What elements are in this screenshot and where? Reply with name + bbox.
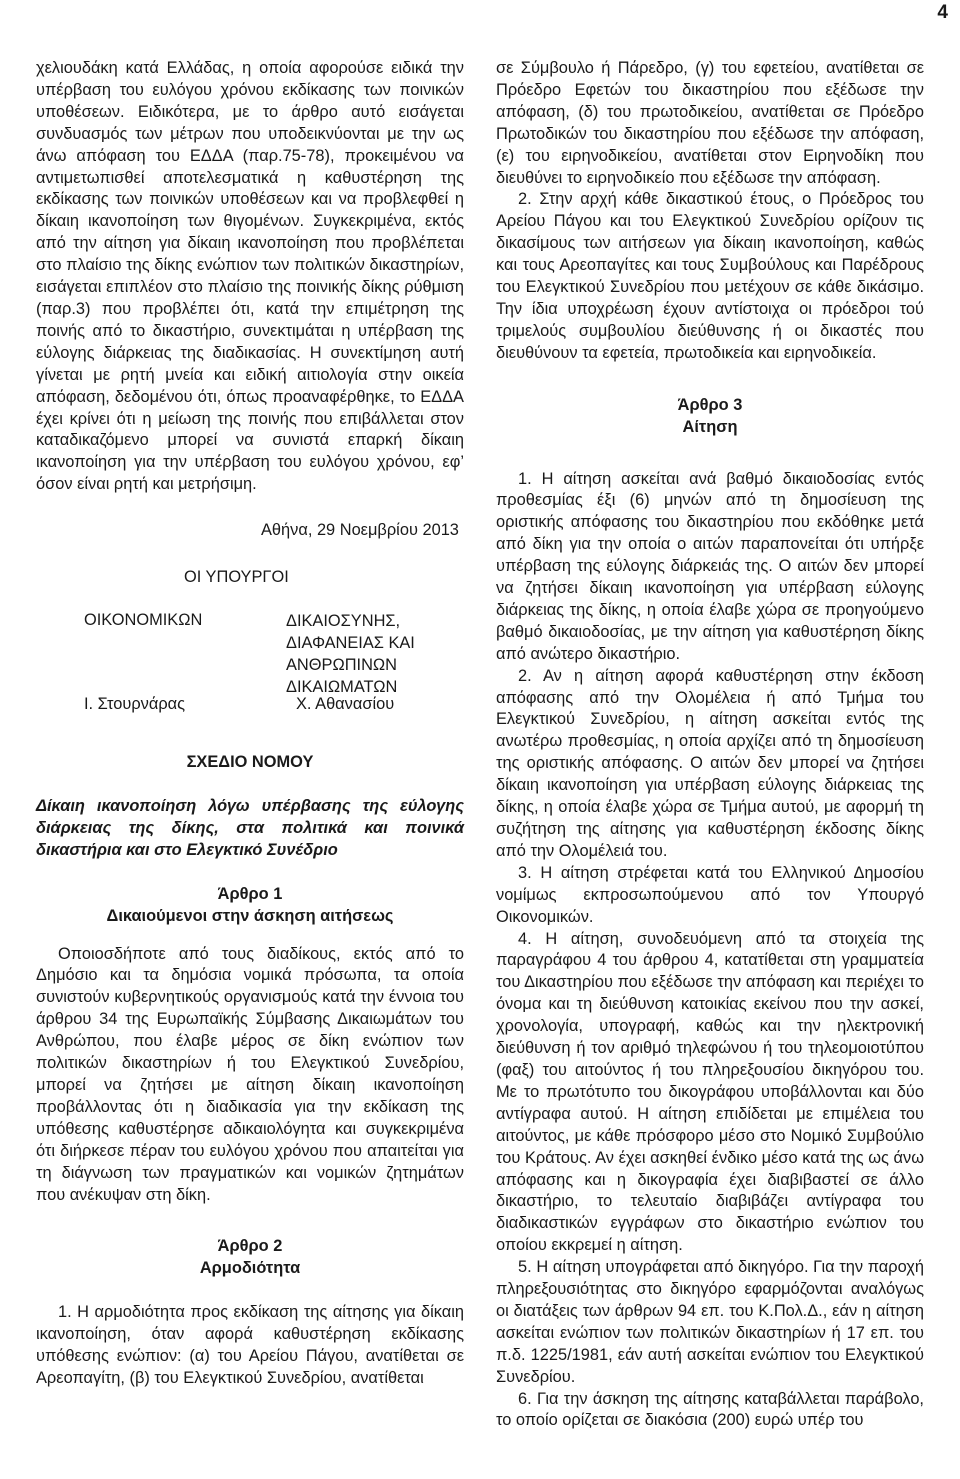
right-column	[496, 58, 924, 1432]
left-column	[36, 58, 464, 1390]
article-3-paragraph-2: 2. Αν η αίτηση αφορά καθυστέρηση στην έκδοση απόφασης από την Ολομέλεια ή από Τμήμα του Ελεγκτικού Συνεδρίου, η αίτηση ασκείται εντός της ανωτέρω προθεσμίας, η οποία αρχίζει από τη δημοσίευση της οριστικής απόφασης. Ο αιτών δεν μπορεί να ζητήσει δίκαιη ικανοποίηση για υπέρβαση εύλογης διάρκειας της δίκης, η οποία έλαβε χώρα σε Τμήμα αυτού, με αφορμή τη συζήτηση της αίτησης για καθυστέρηση έκδοσης δίκης από την Ολομέλειά του.	[496, 666, 924, 860]
minister-finance-name: Ι. Στουρνάρας	[84, 695, 186, 714]
article-1-text: Οποιοσδήποτε από τους διαδίκους, εκτός από το Δημόσιο και τα δημόσια νομικά πρόσωπα, τα οποία συνιστούν κυβερνητικούς οργανισμούς κατά την έννοια του άρθρου 34 της Ευρωπαϊκής Σύμβασης Δικαιωμάτων του Ανθρώπου, που έλαβε μέρος σε δίκη ενώπιον των πολιτικών δικαστηρίων ή του Ελεγκτικού Συνεδρίου, μπορεί να ζητήσει με αίτηση δίκαιη ικανοποίηση προβάλλοντας ότι η διαδικασία για την εκδίκαση της υπόθεσης καθυστέρησε αδικαιολόγητα και συγκεκριμένα ότι διήρκεσε πέραν του ευλόγου χρόνου που απαιτείται για τη διάγνωση των πραγματικών και νομικών ζητημάτων που ανέκυψαν στη δίκη.	[36, 944, 464, 1204]
ministry-justice-title	[286, 610, 415, 698]
signature-date: Αθήνα, 29 Νοεμβρίου 2013	[261, 521, 459, 540]
article-2-title: Αρμοδιότητα	[199, 1259, 301, 1278]
explanatory-continuation: χελιουδάκη κατά Ελλάδας, η οποία αφορούσε ειδικά την υπέρβαση του ευλόγου χρόνου εκδίκασης των ποινικών υποθέσεων. Ειδικότερα, με το άρθρο αυτό εισάγεται συνδυασμός των μέτρων που υποδεικνύονται με την ως άνω απόφαση του ΕΔΔΑ (παρ.75-78), προκειμένου να αντιμετωπισθεί αποτελεσματικά η καθυστέρηση της εκδίκασης των ποινικών υποθέσεων και να προβλεφθεί η δίκαιη ικανοποίηση των θιγομένων. Συγκεκριμένα, εκτός από την αίτηση για δίκαιη ικανοποίηση που προβλέπεται στο πλαίσιο της δίκης ενώπιον των πολιτικών δικαστηρίων, εισάγεται επιπλέον στο πλαίσιο της ποινικής δίκης ρύθμιση (παρ.3) που προβλέπει ότι, κατά την επιμέτρηση της ποινής από το δικαστήριο, συνεκτιμάται η υπέρβαση της εύλογης διάρκειας της διαδικασίας. Η συνεκτίμηση αυτή γίνεται με ρητή μνεία και ειδική αιτιολογία στην οικεία απόφαση, δεδομένου ότι, όπως προαναφέρθηκε, το ΕΔΔΑ έχει κρίνει ότι η μείωση της ποινής που επιβάλλεται στον καταδικαζόμενο μπορεί να συνιστά επαρκή δίκαιη ικανοποίηση για την υπέρβαση του ευλόγου χρόνου, εφ’ όσον είναι ρητή και μετρήσιμη.	[36, 59, 464, 494]
ministry-justice-line-2: ΔΙΑΦΑΝΕΙΑΣ ΚΑΙ	[286, 634, 415, 653]
law-title: Δίκαιη ικανοποίηση λόγω υπέρβασης της εύλογης διάρκειας της δίκης, στα πολιτικά και ποινικά δικαστήρια και στο Ελεγκτικό Συνέδριο	[36, 797, 464, 859]
article-3-paragraph-4: 4. Η αίτηση, συνοδευόμενη από τα στοιχεία της παραγράφου 4 του άρθρου 4, κατατίθεται στη γραμματεία του Δικαστηρίου που εξέδωσε την απόφαση και περιέχει το όνομα και τη διεύθυνση κατοικίας εκείνου που την ασκεί, χρονολογία, υπογραφή, καθώς και την ηλεκτρονική διεύθυνση ή τον αριθμό τηλεφώνου ή του τηλεομοιοτύπου (φαξ) του αιτούντος ή του πληρεξουσίου δικηγόρου του. Με το πρωτότυπο του δικογράφου υποβάλλονται και δύο αντίγραφα αυτού. Η αίτηση επιδίδεται με επιμέλεια του αιτούντος, με κάθε πρόσφορο μέσο στο Νομικό Συμβούλιο του Κράτους. Αν έχει ασκηθεί ένδικο μέσο κατά της ως άνω απόφασης και η δικογραφία έχει διαβιβαστεί σε άλλο δικαστήριο, το τελευταίο διαβιβάζει αντίγραφα του διαδικαστικών εγγράφων στο δικαστήριο ενώπιον του οποίου εκκρεμεί η αίτηση.	[496, 929, 924, 1255]
draft-law-heading: ΣΧΕΔΙΟ ΝΟΜΟΥ	[186, 753, 314, 772]
ministry-justice-line-4: ΔΙΚΑΙΩΜΑΤΩΝ	[286, 678, 398, 697]
article-2-continuation: σε Σύμβουλο ή Πάρεδρο, (γ) του εφετείου, ανατίθεται σε Πρόεδρο Εφετών του δικαστηρίου που εξέδωσε την απόφαση, (δ) του πρωτοδικείου, ανατίθεται σε Πρόεδρο Πρωτοδικών του δικαστηρίου που εξέδωσε την απόφαση, (ε) του ειρηνοδικείου, ανατίθεται στον Ειρηνοδίκη που διευθύνει το ειρηνοδικείο που εξέδωσε την απόφαση.	[496, 59, 924, 187]
article-2-paragraph-2: 2. Στην αρχή κάθε δικαστικού έτους, ο Πρόεδρος του Αρείου Πάγου και του Ελεγκτικού Συνεδρίου ορίζουν τις δικασίμους των αιτήσεων για δίκαιη ικανοποίηση, καθώς και τους Αρεοπαγίτες και τους Συμβούλους και Παρέδρους του Ελεγκτικού Συνεδρίου που μετέχουν σε κάθε δικάσιμο. Την ίδια υποχρέωση έχουν αντίστοιχα οι πρόεδροι τού τριμελούς συμβουλίου διεύθυνσης ή οι δικαστές που διευθύνουν τα εφετεία, πρωτοδικεία και ειρηνοδικεία.	[496, 190, 924, 362]
article-3-paragraph-1: 1. Η αίτηση ασκείται ανά βαθμό δικαιοδοσίας εντός προθεσμίας έξι (6) μηνών από τη δημοσίευση της οριστικής απόφασης του δικαστηρίου που εκδόθηκε μετά από δίκη για την οποία ο αιτών παραπονείται ότι υπήρξε υπέρβαση της εύλογης διάρκειάς της. Ο αιτών δεν μπορεί να ζητήσει δίκαιη ικανοποίηση για υπέρβαση εύλογης διάρκειας της δίκης, η οποία έλαβε χώρα σε προηγούμενο βαθμό δικαιοδοσίας, με την αίτηση για καθυστέρηση δίκης από ανώτερο δικαστήριο.	[496, 469, 924, 663]
ministry-justice-line-3: ΑΝΘΡΩΠΙΝΩΝ	[286, 656, 398, 675]
ministry-justice-line-1: ΔΙΚΑΙΟΣΥΝΗΣ,	[286, 612, 401, 631]
article-3-paragraph-3: 3. Η αίτηση στρέφεται κατά του Ελληνικού Δημοσίου νομίμως εκπροσωπούμενου από τον Υπουργό Οικονομικών.	[496, 863, 924, 926]
article-1-number: Άρθρο 1	[217, 884, 283, 903]
article-2-number: Άρθρο 2	[217, 1237, 283, 1256]
article-3-paragraph-6: 6. Για την άσκηση της αίτησης καταβάλλεται παράβολο, το οποίο ορίζεται σε διακόσια (200) ευρώ υπέρ του	[496, 1389, 924, 1430]
page-number: 4	[937, 2, 948, 23]
article-3-title: Αίτηση	[682, 417, 738, 436]
article-3-number: Άρθρο 3	[677, 395, 743, 414]
ministry-finance-title: ΟΙΚΟΝΟΜΙΚΩΝ	[84, 611, 203, 630]
signature-block	[36, 502, 464, 722]
ministers-heading: ΟΙ ΥΠΟΥΡΓΟΙ	[184, 568, 289, 587]
minister-justice-name: Χ. Αθανασίου	[296, 695, 395, 714]
article-3-paragraph-5: 5. Η αίτηση υπογράφεται από δικηγόρο. Για την παροχή πληρεξουσιότητας στο δικηγόρο εφαρμόζονται αναλόγως οι διατάξεις των άρθρων 94 επ. του Κ.Πολ.Δ., εάν η αίτηση ασκείται ενώπιον των πολιτικών δικαστηρίων ή 17 επ. του π.δ. 1225/1981, εάν αυτή ασκείται ενώπιον του Ελεγκτικού Συνεδρίου.	[496, 1258, 924, 1386]
article-2-paragraph-1: 1. Η αρμοδιότητα προς εκδίκαση της αίτησης για δίκαιη ικανοποίηση, όταν αφορά καθυστέρηση εκδίκασης υπόθεσης ενώπιον: (α) του Αρείου Πάγου, ανατίθεται σε Αρεοπαγίτη, (β) του Ελεγκτικού Συνεδρίου, ανατίθεται	[36, 1303, 464, 1387]
article-1-title: Δικαιούμενοι στην άσκηση αιτήσεως	[106, 906, 394, 925]
